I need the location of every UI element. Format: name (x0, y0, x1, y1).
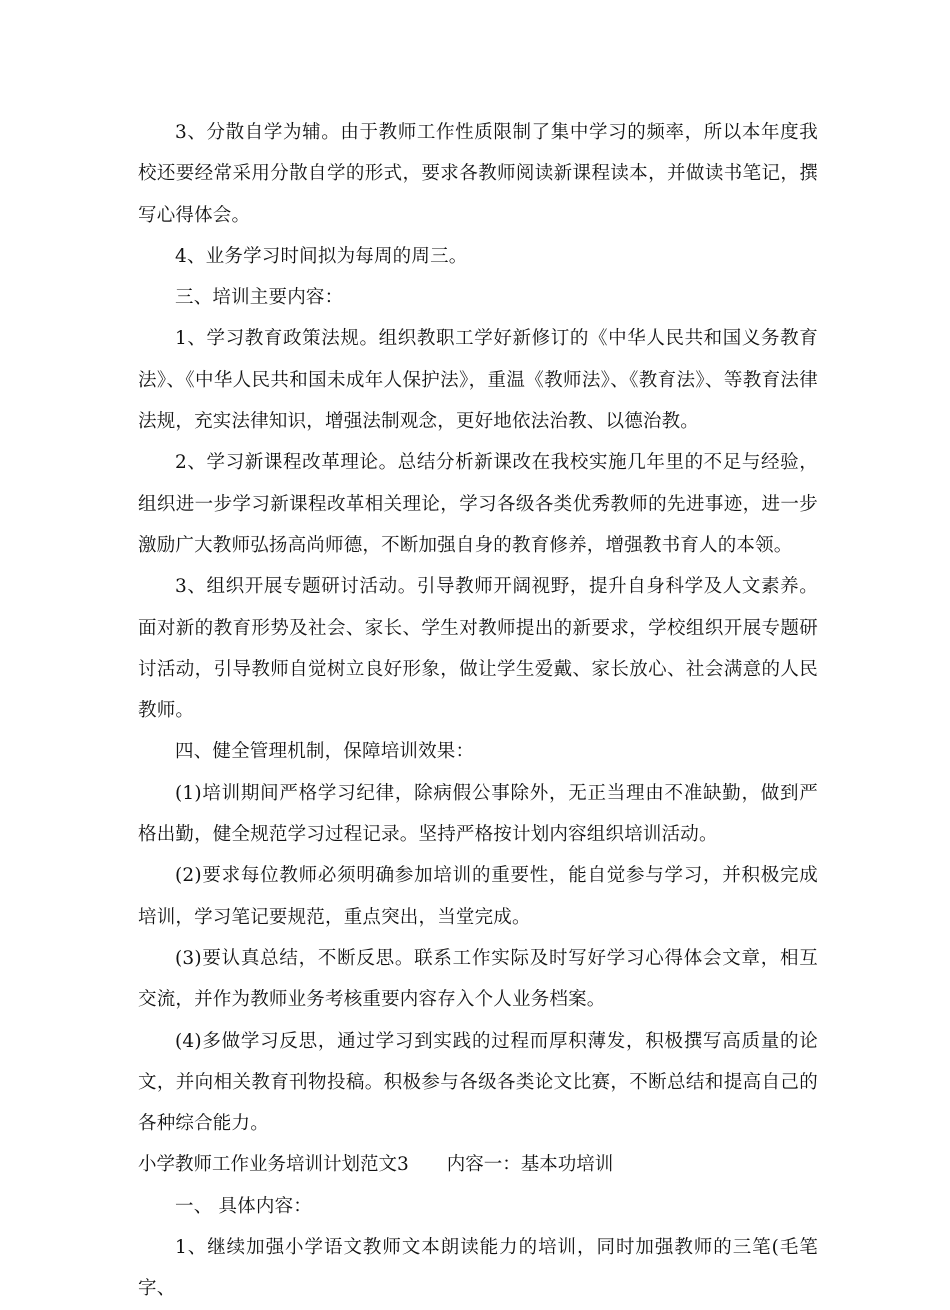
paragraph-summary-reflection: (3)要认真总结，不断反思。联系工作实际及时写好学习心得体会文章，相互交流，并作为教师业务考核重要内容存入个人业务档案。 (138, 947, 818, 1011)
heading-training-content: 三、培训主要内容： (175, 287, 344, 309)
paragraph-importance: (2)要求每位教师必须明确参加培训的重要性，能自觉参与学习，并积极完成培训，学习笔记要规范，重点突出，当堂完成。 (138, 865, 818, 928)
section-subtitle: 内容一：基本功培训 (446, 1154, 614, 1176)
paragraph-dispersed-self-study: 3、分散自学为辅。由于教师工作性质限制了集中学习的频率，所以本年度我校还要经常采用分散自学的形式，要求各教师阅读新课程读本，并做读书笔记，撰写心得体会。 (138, 122, 818, 226)
section-heading (138, 1144, 818, 1185)
document-page (138, 112, 818, 1310)
paragraph-reading-training: 1、继续加强小学语文教师文本朗读能力的培训，同时加强教师的三笔(毛笔字、 (138, 1237, 818, 1300)
heading-specific-content: 一、 具体内容： (175, 1195, 312, 1217)
paragraph-education-law: 1、学习教育政策法规。组织教职工学好新修订的《中华人民共和国义务教育法》、《中华人民共和国未成年人保护法》，重温《教师法》、《教育法》、等教育法律法规，充实法律知识，增强法制观念，更好地依法治教、以德治教。 (138, 328, 818, 433)
paragraph-study-time: 4、业务学习时间拟为每周的周三。 (175, 245, 468, 267)
section-title: 小学教师工作业务培训计划范文3 (138, 1154, 409, 1176)
paragraph-seminar-activities: 3、组织开展专题研讨活动。引导教师开阔视野，提升自身科学及人文素养。面对新的教育形势及社会、家长、学生对教师提出的新要求，学校组织开展专题研讨活动，引导教师自觉树立良好形象，做让学生爱戴、家长放心、社会满意的人民教师。 (138, 576, 818, 722)
heading-management-mechanism: 四、健全管理机制，保障培训效果： (175, 741, 475, 763)
paragraph-practice-reflection: (4)多做学习反思，通过学习到实践的过程而厚积薄发，积极撰写高质量的论文，并向相关教育刊物投稿。积极参与各级各类论文比赛，不断总结和提高自己的各种综合能力。 (138, 1030, 818, 1135)
paragraph-discipline: (1)培训期间严格学习纪律，除病假公事除外，无正当理由不准缺勤，做到严格出勤，健全规范学习过程记录。坚持严格按计划内容组织培训活动。 (138, 782, 818, 846)
paragraph-new-curriculum: 2、学习新课程改革理论。总结分析新课改在我校实施几年里的不足与经验，组织进一步学习新课程改革相关理论，学习各级各类优秀教师的先进事迹，进一步激励广大教师弘扬高尚师德，不断加强自身的教育修养，增强教书育人的本领。 (138, 452, 818, 556)
